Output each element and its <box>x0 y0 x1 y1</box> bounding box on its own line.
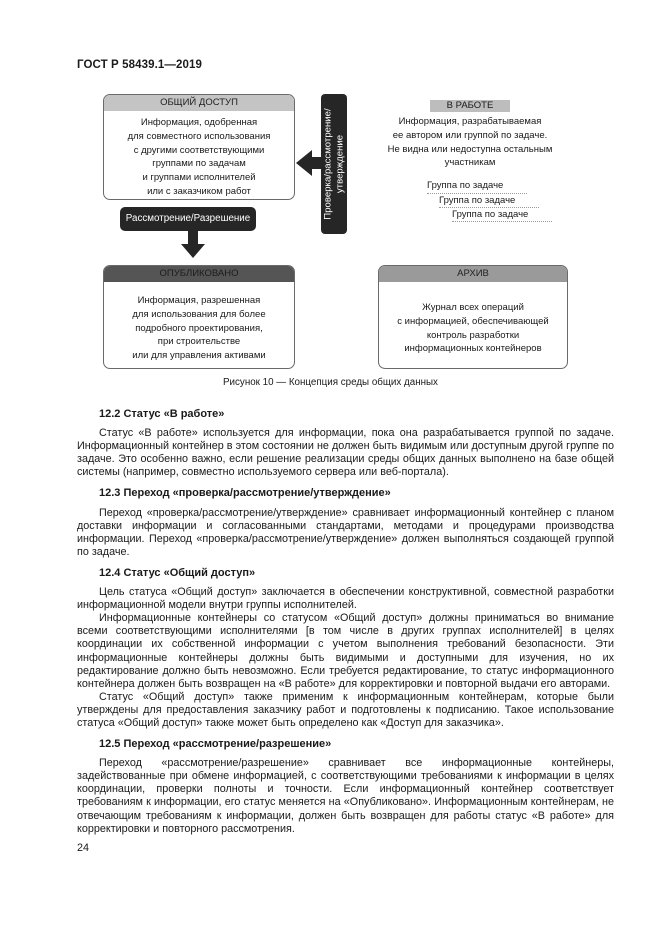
text-line: Журнал всех операций <box>422 302 524 313</box>
paragraph: Переход «рассмотрение/разрешение» сравнивает все информационные контейнеры, задействованные при обмене информацией, с соответствующими требованиями к информации в целях координации, проверки полноты и точности. Если информационный контейнер соответствует требованиям к информации, его статус меняется на «Опубликовано». Информационным контейнерам, не отвечающим требованиям к информации, должен быть возвращен для работы статус «В работе» для корректировки и повторного рассмотрения. <box>77 757 614 835</box>
section-heading: 12.3 Переход «проверка/рассмотрение/утверждение» <box>99 487 391 500</box>
arrow-down-shaft <box>188 231 198 245</box>
section-heading: 12.2 Статус «В работе» <box>99 408 225 420</box>
published-status-text <box>104 282 294 363</box>
task-group-3: Группа по задаче <box>452 209 529 220</box>
text-line: Не видна или недоступна остальным <box>387 143 553 155</box>
archive-status-box <box>378 265 568 369</box>
text-line: Проверка/рассмотрение/ <box>322 108 334 220</box>
paragraph: Переход «проверка/рассмотрение/утверждение» сравнивает информационный контейнер с планом доставки информации и согласованными стандартами, методами и процедурами производства информации. Переход «проверка/рассмотрение/утверждение» должен выполняться создающей группой по задаче. <box>77 506 614 558</box>
text-line: контроль разработки <box>426 329 520 341</box>
archive-status-text <box>379 282 567 356</box>
shared-status-title: ОБЩИЙ ДОСТУП <box>104 95 294 111</box>
task-group-2: Группа по задаче <box>439 195 516 206</box>
shared-status-box <box>103 94 295 200</box>
wip-status-title: В РАБОТЕ <box>430 100 510 112</box>
text-line: утверждение <box>334 134 345 194</box>
text-line: с другими соответствующими <box>133 144 265 156</box>
text-line: ее автором или группой по задаче. <box>392 129 548 141</box>
published-status-box <box>103 265 295 369</box>
paragraph: Статус «В работе» используется для информации, пока она разрабатывается группой по задаче. Информационный контейнер в этом состоянии не должен быть видимым или доступным другой группе по задаче. Это особенно важно, если решение реализации среды общих данных выполнено на базе общей системы (например, совместно используемого сервера или веб-портала). <box>77 427 614 479</box>
text-line: Информация, разрешенная <box>137 295 261 306</box>
figure-caption: Рисунок 10 — Концепция среды общих данных <box>223 377 438 388</box>
paragraph: Информационные контейнеры со статусом «Общий доступ» должны приниматься во внимание всеми соответствующими исполнителями [в том числе в других группах исполнителей] в целях координации их собственной информации с учетом выполнения требований безопасности. Эти информационные контейнеры должны быть видимыми и доступными для изучения, но их редактирование должно быть невозможно. Если требуется редактирование, то статус информационного контейнера должен быть возвращен на «В работе» для корректировки и повторной выдачи его авторами. <box>77 612 614 690</box>
text-line: группами по задачам <box>152 158 246 170</box>
task-group-divider <box>427 193 527 194</box>
arrow-down-icon <box>181 244 205 258</box>
section-heading: 12.5 Переход «рассмотрение/разрешение» <box>99 738 332 751</box>
text-line: подробного проектирования, <box>135 322 263 334</box>
text-line: или с заказчиком работ <box>147 185 251 197</box>
text-line: или для управления активами <box>132 350 266 362</box>
text-line: и группами исполнителей <box>142 172 256 184</box>
archive-status-title: АРХИВ <box>379 266 567 282</box>
published-status-title: ОПУБЛИКОВАНО <box>104 266 294 282</box>
text-line: Информация, одобренная <box>140 117 258 128</box>
page-number: 24 <box>77 842 90 854</box>
text-line: для совместного использования <box>127 130 271 142</box>
text-line: участникам <box>444 157 496 169</box>
text-line: информационных контейнеров <box>404 343 542 355</box>
task-group-divider <box>452 221 552 222</box>
paragraph: Статус «Общий доступ» также применим к информационным контейнерам, которые были утверждены для предоставления заказчику работ и подготовлены к подписанию. Такое использование статуса «Общий доступ» также может быть определено как «Доступ для заказчика». <box>77 690 614 729</box>
text-line: при строительстве <box>157 336 241 348</box>
arrow-left-icon <box>296 150 322 176</box>
document-body <box>77 400 614 836</box>
task-group-divider <box>439 207 539 208</box>
review-transition-label: Рассмотрение/Разрешение <box>120 207 256 231</box>
check-transition-label <box>323 98 346 230</box>
section-heading: 12.4 Статус «Общий доступ» <box>99 566 256 579</box>
task-group-1: Группа по задаче <box>427 180 504 191</box>
paragraph: Цель статуса «Общий доступ» заключается в обеспечении конструктивной, совместной разработки информационной модели внутри группы исполнителей. <box>77 586 614 612</box>
wip-status-text <box>370 115 570 170</box>
shared-status-text <box>104 111 294 199</box>
document-id: ГОСТ Р 58439.1—2019 <box>77 59 202 71</box>
text-line: Информация, разрабатываемая <box>398 116 542 127</box>
text-line: с информацией, обеспечивающей <box>397 315 549 327</box>
text-line: для использования для более <box>132 308 266 320</box>
